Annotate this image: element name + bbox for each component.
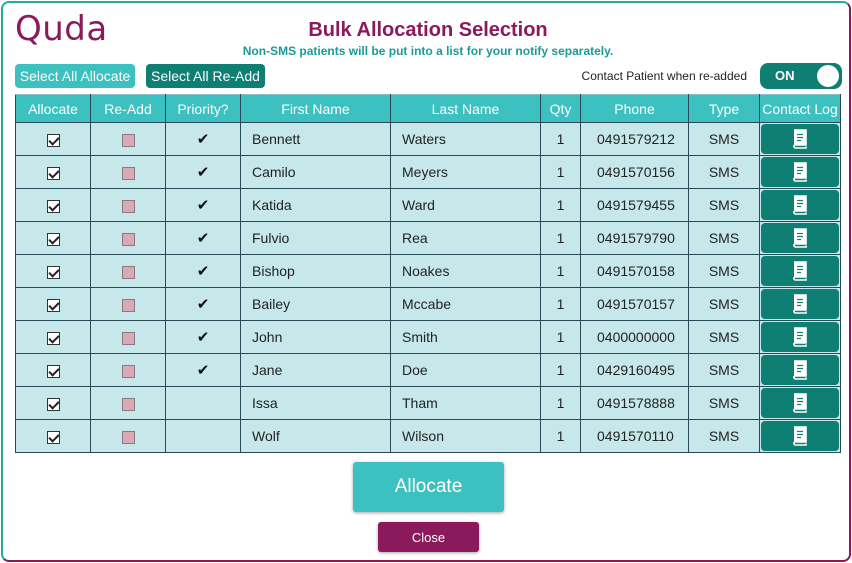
contact-log-button[interactable] [761, 124, 839, 154]
qty-cell: 1 [541, 255, 581, 288]
allocate-cell [16, 420, 91, 453]
priority-cell [166, 354, 241, 387]
type-cell: SMS [689, 222, 760, 255]
contact-log-button[interactable] [761, 223, 839, 253]
allocate-checkbox[interactable] [47, 233, 60, 246]
last-name-cell: Noakes [391, 255, 541, 288]
contact-log-button[interactable] [761, 157, 839, 187]
contact-patient-toggle[interactable] [760, 63, 842, 89]
contact-patient-label: Contact Patient when re-added [581, 69, 747, 83]
phone-cell: 0491579455 [581, 189, 689, 222]
priority-cell [166, 288, 241, 321]
qty-cell: 1 [541, 156, 581, 189]
select-all-readd-button[interactable]: Select All Re-Add [146, 64, 265, 88]
contact-log-button[interactable] [761, 421, 839, 451]
priority-check-icon: ✔ [196, 131, 210, 148]
priority-cell [166, 222, 241, 255]
readd-checkbox[interactable] [122, 332, 135, 345]
priority-cell [166, 123, 241, 156]
priority-cell [166, 321, 241, 354]
contact-log-button[interactable] [761, 256, 839, 286]
first-name-cell: Camilo [241, 156, 391, 189]
priority-check-icon: ✔ [196, 230, 210, 247]
first-name-cell: Jane [241, 354, 391, 387]
first-name-cell: John [241, 321, 391, 354]
type-cell: SMS [689, 354, 760, 387]
readd-checkbox[interactable] [122, 134, 135, 147]
contact-log-button[interactable] [761, 289, 839, 319]
phone-cell: 0491578888 [581, 387, 689, 420]
table-row [16, 156, 841, 189]
readd-cell [91, 222, 166, 255]
contact-log-button[interactable] [761, 322, 839, 352]
qty-cell: 1 [541, 387, 581, 420]
allocate-cell [16, 255, 91, 288]
contact-log-cell [760, 321, 841, 354]
allocate-cell [16, 354, 91, 387]
readd-checkbox[interactable] [122, 398, 135, 411]
col-phone[interactable]: Phone [581, 95, 689, 123]
book-icon [791, 294, 809, 314]
contact-log-button[interactable] [761, 355, 839, 385]
col-allocate[interactable]: Allocate [16, 95, 91, 123]
phone-cell: 0491570110 [581, 420, 689, 453]
priority-check-icon: ✔ [196, 263, 210, 280]
allocation-table [15, 94, 841, 453]
page-subtitle: Non-SMS patients will be put into a list for your notify separately. [242, 44, 614, 58]
first-name-cell: Bennett [241, 123, 391, 156]
type-cell: SMS [689, 321, 760, 354]
col-type[interactable]: Type [689, 95, 760, 123]
col-qty[interactable]: Qty [541, 95, 581, 123]
readd-cell [91, 156, 166, 189]
readd-cell [91, 189, 166, 222]
priority-check-icon: ✔ [196, 197, 210, 214]
priority-cell [166, 189, 241, 222]
first-name-cell: Katida [241, 189, 391, 222]
first-name-cell: Issa [241, 387, 391, 420]
table-row [16, 354, 841, 387]
allocate-checkbox[interactable] [47, 167, 60, 180]
table-row [16, 420, 841, 453]
phone-cell: 0491579790 [581, 222, 689, 255]
allocate-cell [16, 387, 91, 420]
allocate-cell [16, 321, 91, 354]
last-name-cell: Mccabe [391, 288, 541, 321]
allocate-checkbox[interactable] [47, 299, 60, 312]
col-first-name[interactable]: First Name [241, 95, 391, 123]
book-icon [791, 261, 809, 281]
first-name-cell: Bishop [241, 255, 391, 288]
priority-check-icon: ✔ [196, 362, 210, 379]
readd-checkbox[interactable] [122, 167, 135, 180]
dialog-window [1, 1, 851, 562]
contact-log-cell [760, 123, 841, 156]
table-row [16, 123, 841, 156]
allocate-cell [16, 123, 91, 156]
last-name-cell: Rea [391, 222, 541, 255]
table-row [16, 255, 841, 288]
type-cell: SMS [689, 189, 760, 222]
type-cell: SMS [689, 123, 760, 156]
first-name-cell: Bailey [241, 288, 391, 321]
col-contact-log[interactable]: Contact Log [760, 95, 841, 123]
priority-cell [166, 387, 241, 420]
allocate-cell [16, 189, 91, 222]
table-header-row [16, 95, 841, 123]
last-name-cell: Tham [391, 387, 541, 420]
allocate-cell [16, 222, 91, 255]
contact-log-cell [760, 420, 841, 453]
readd-checkbox[interactable] [122, 365, 135, 378]
phone-cell: 0400000000 [581, 321, 689, 354]
readd-cell [91, 321, 166, 354]
toggle-knob [817, 65, 839, 87]
book-icon [791, 195, 809, 215]
table-row [16, 321, 841, 354]
qty-cell: 1 [541, 123, 581, 156]
readd-checkbox[interactable] [122, 431, 135, 444]
contact-log-button[interactable] [761, 190, 839, 220]
table-row [16, 387, 841, 420]
phone-cell: 0491570157 [581, 288, 689, 321]
readd-checkbox[interactable] [122, 233, 135, 246]
contact-log-cell [760, 156, 841, 189]
last-name-cell: Waters [391, 123, 541, 156]
type-cell: SMS [689, 387, 760, 420]
allocate-checkbox[interactable] [47, 200, 60, 213]
contact-log-cell [760, 189, 841, 222]
book-icon [791, 360, 809, 380]
readd-cell [91, 387, 166, 420]
col-readd[interactable]: Re-Add [91, 95, 166, 123]
close-button[interactable]: Close [378, 522, 479, 552]
contact-log-cell [760, 288, 841, 321]
book-icon [791, 228, 809, 248]
qty-cell: 1 [541, 321, 581, 354]
qty-cell: 1 [541, 354, 581, 387]
table-row [16, 288, 841, 321]
allocate-button[interactable]: Allocate [353, 462, 504, 512]
priority-check-icon: ✔ [196, 164, 210, 181]
phone-cell: 0429160495 [581, 354, 689, 387]
readd-cell [91, 288, 166, 321]
allocate-checkbox[interactable] [47, 365, 60, 378]
phone-cell: 0491579212 [581, 123, 689, 156]
allocate-checkbox[interactable] [47, 266, 60, 279]
book-icon [791, 162, 809, 182]
qty-cell: 1 [541, 189, 581, 222]
contact-log-cell [760, 387, 841, 420]
page-title: Bulk Allocation Selection [308, 19, 548, 41]
readd-checkbox[interactable] [122, 299, 135, 312]
readd-cell [91, 255, 166, 288]
col-last-name[interactable]: Last Name [391, 95, 541, 123]
allocate-cell [16, 288, 91, 321]
qty-cell: 1 [541, 222, 581, 255]
type-cell: SMS [689, 420, 760, 453]
type-cell: SMS [689, 156, 760, 189]
book-icon [791, 426, 809, 446]
contact-log-cell [760, 255, 841, 288]
last-name-cell: Meyers [391, 156, 541, 189]
col-priority[interactable]: Priority? [166, 95, 241, 123]
allocate-checkbox[interactable] [47, 431, 60, 444]
book-icon [791, 327, 809, 347]
allocate-cell [16, 156, 91, 189]
phone-cell: 0491570156 [581, 156, 689, 189]
priority-cell [166, 156, 241, 189]
last-name-cell: Smith [391, 321, 541, 354]
readd-cell [91, 354, 166, 387]
type-cell: SMS [689, 255, 760, 288]
readd-cell [91, 420, 166, 453]
last-name-cell: Doe [391, 354, 541, 387]
priority-cell [166, 420, 241, 453]
allocate-checkbox[interactable] [47, 398, 60, 411]
phone-cell: 0491570158 [581, 255, 689, 288]
table-row [16, 189, 841, 222]
priority-cell [166, 255, 241, 288]
first-name-cell: Fulvio [241, 222, 391, 255]
last-name-cell: Ward [391, 189, 541, 222]
priority-check-icon: ✔ [196, 296, 210, 313]
qty-cell: 1 [541, 288, 581, 321]
contact-log-cell [760, 354, 841, 387]
contact-log-cell [760, 222, 841, 255]
contact-log-button[interactable] [761, 388, 839, 418]
type-cell: SMS [689, 288, 760, 321]
table-row [16, 222, 841, 255]
quda-logo: Quda [15, 9, 108, 49]
book-icon [791, 393, 809, 413]
last-name-cell: Wilson [391, 420, 541, 453]
allocate-checkbox[interactable] [47, 332, 60, 345]
qty-cell: 1 [541, 420, 581, 453]
readd-cell [91, 123, 166, 156]
select-all-allocate-button[interactable]: Select All Allocate [15, 64, 135, 88]
priority-check-icon: ✔ [196, 329, 210, 346]
readd-checkbox[interactable] [122, 266, 135, 279]
allocate-checkbox[interactable] [47, 134, 60, 147]
readd-checkbox[interactable] [122, 200, 135, 213]
book-icon [791, 129, 809, 149]
toggle-label: ON [775, 68, 795, 83]
first-name-cell: Wolf [241, 420, 391, 453]
